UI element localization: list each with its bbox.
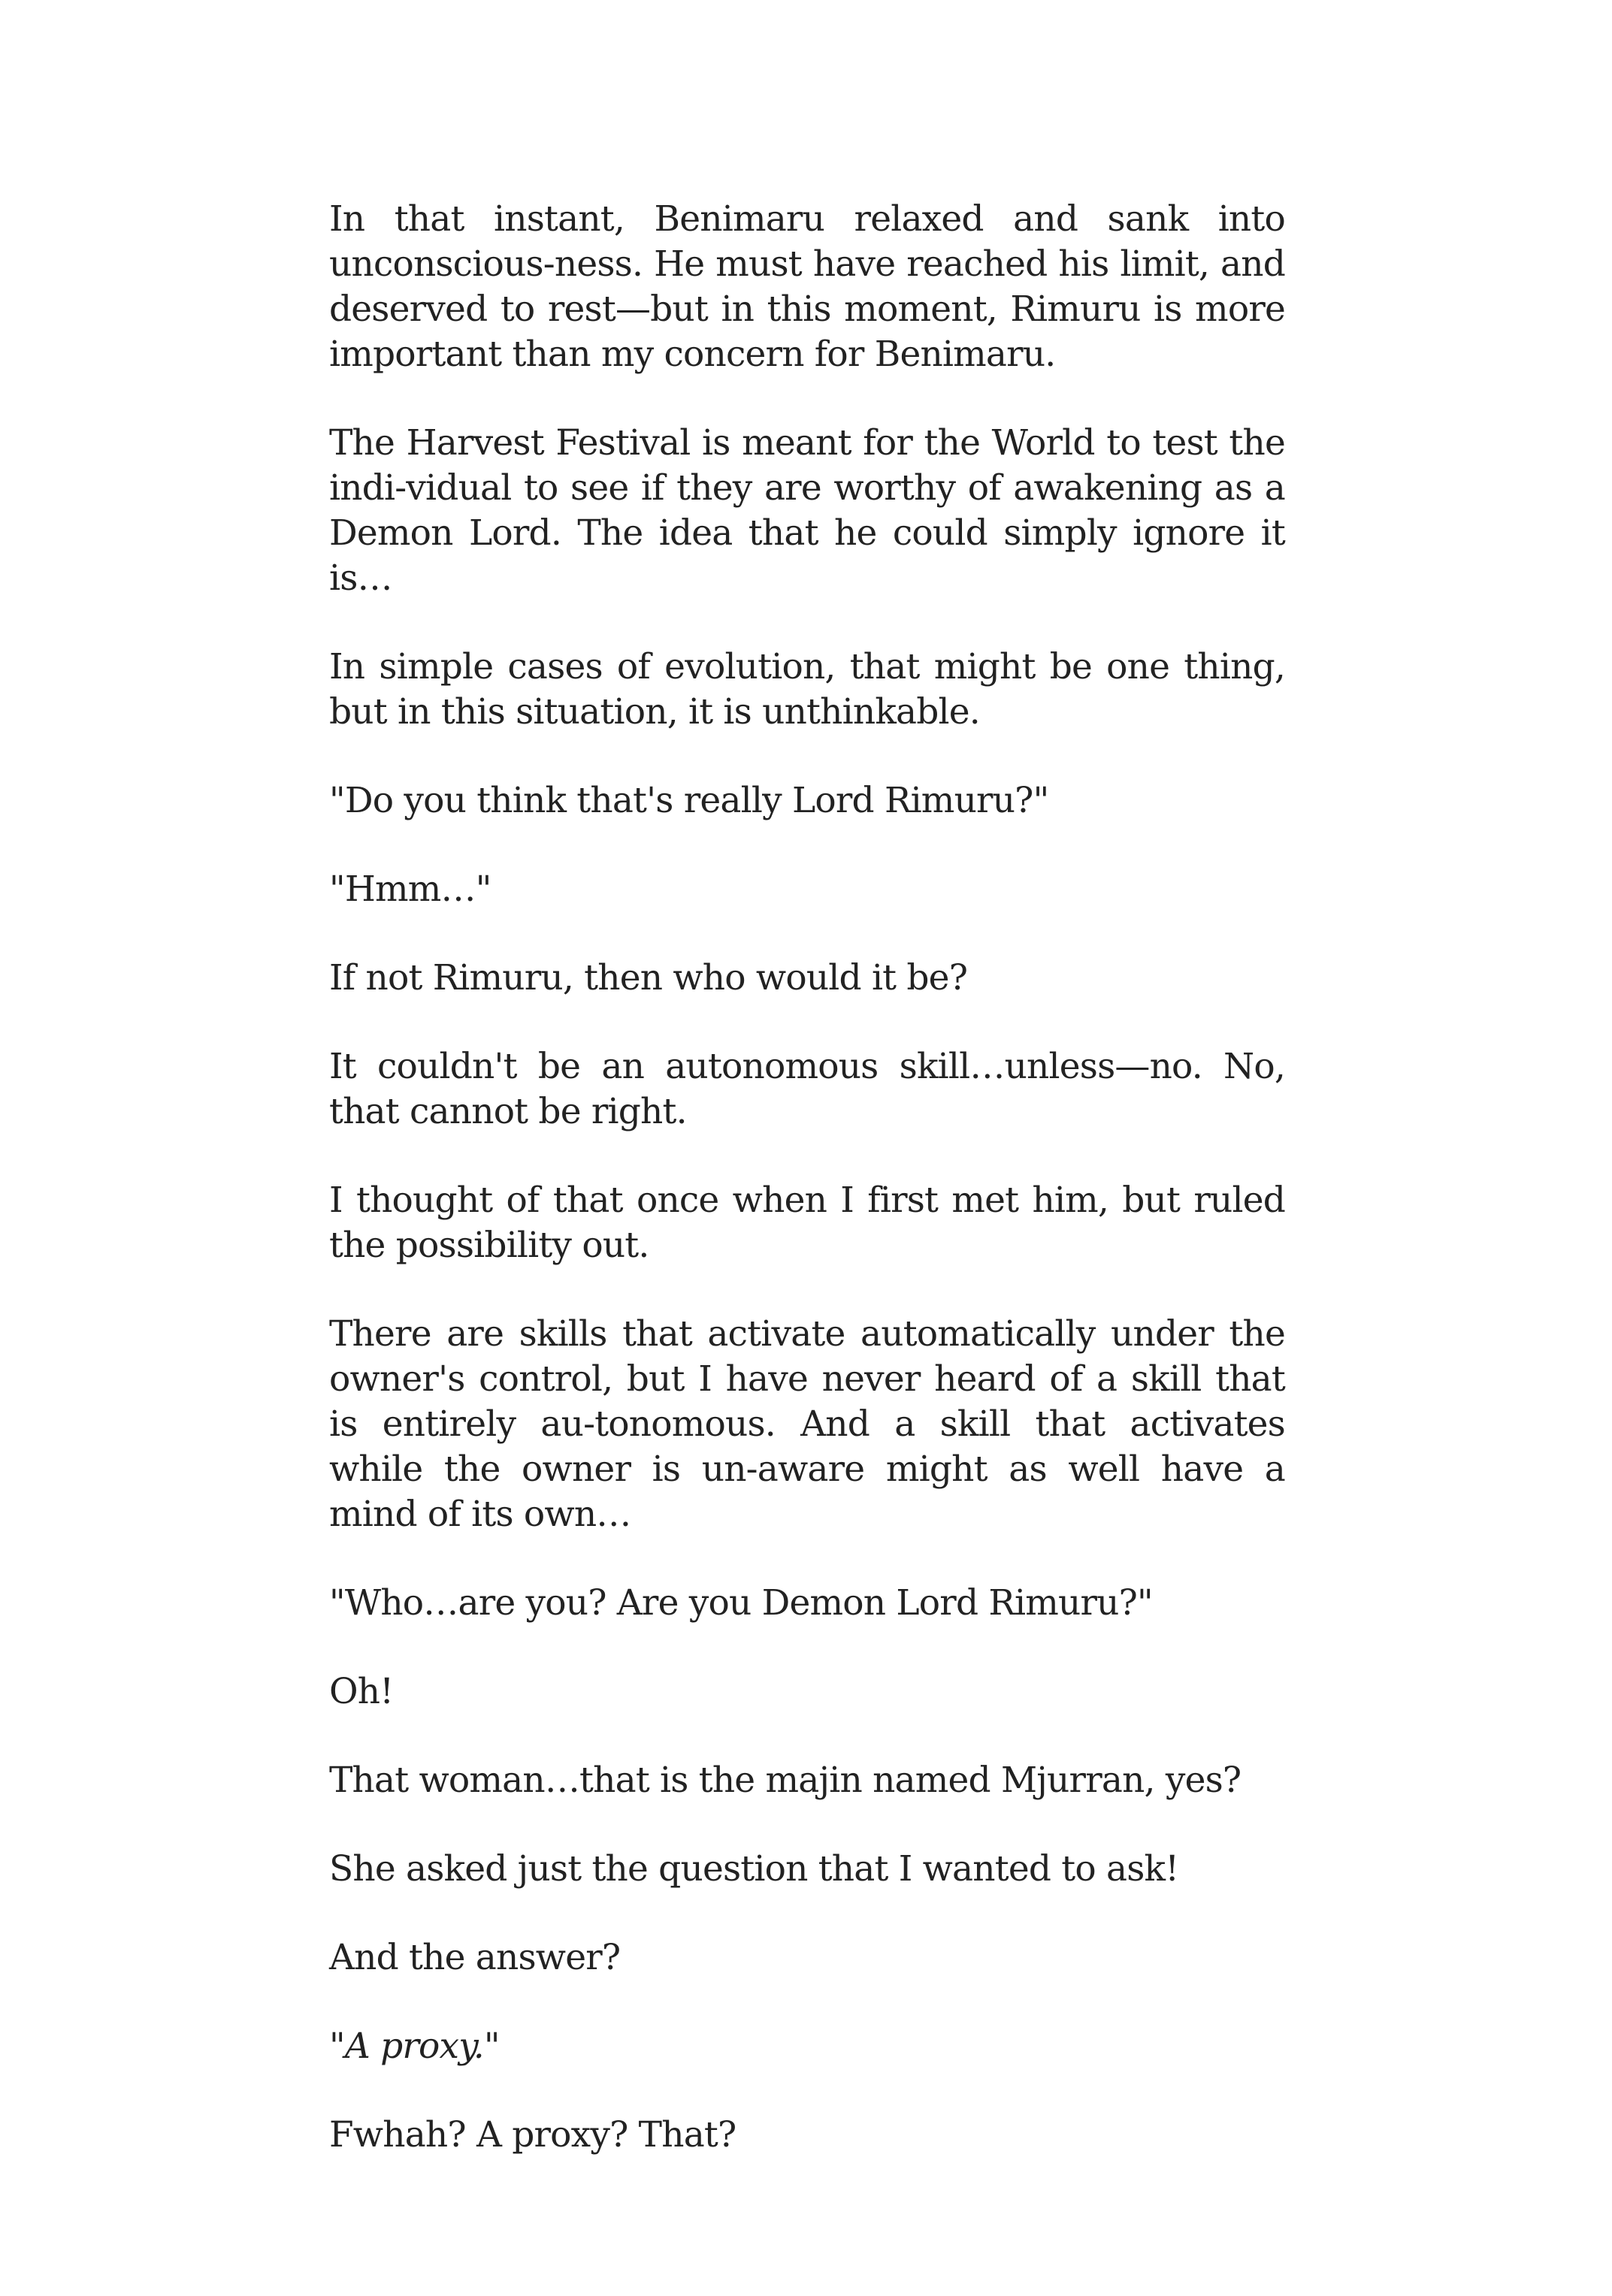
paragraph: I thought of that once when I first met him, but ruled the possibility out. <box>329 1180 1285 1266</box>
dialogue-line: "Hmm…" <box>329 869 491 910</box>
paragraph: Oh! <box>329 1671 394 1712</box>
paragraph: It couldn't be an autonomous skill…unless—no. No, that cannot be right. <box>329 1046 1285 1132</box>
italic-dialogue-line: "A proxy." <box>329 2026 500 2067</box>
paragraph: In that instant, Benimaru relaxed and sank into unconscious-ness. He must have reached his limit, and deserved to rest—but in this moment, Rimuru is more important than my concern for Benimaru. <box>329 198 1285 375</box>
dialogue-line: "Who…are you? Are you Demon Lord Rimuru?" <box>329 1582 1153 1624</box>
paragraph: She asked just the question that I wanted to ask! <box>329 1848 1179 1890</box>
paragraph: The Harvest Festival is meant for the World to test the indi-vidual to see if they are worthy of awakening as a Demon Lord. The idea that he could simply ignore it is… <box>329 422 1285 599</box>
paragraph: There are skills that activate automatically under the owner's control, but I have never heard of a skill that is entirely au-tonomous. And a skill that activates while the owner is un-aware might as well have a mind of its own… <box>329 1313 1285 1535</box>
paragraph: That woman…that is the majin named Mjurran, yes? <box>329 1760 1242 1801</box>
paragraph: Fwhah? A proxy? That? <box>329 2114 736 2156</box>
page-body <box>329 197 1285 2201</box>
paragraph: And the answer? <box>329 1937 621 1978</box>
dialogue-line: "Do you think that's really Lord Rimuru?" <box>329 780 1049 821</box>
paragraph: In simple cases of evolution, that might be one thing, but in this situation, it is unthinkable. <box>329 646 1285 733</box>
paragraph: If not Rimuru, then who would it be? <box>329 957 968 998</box>
